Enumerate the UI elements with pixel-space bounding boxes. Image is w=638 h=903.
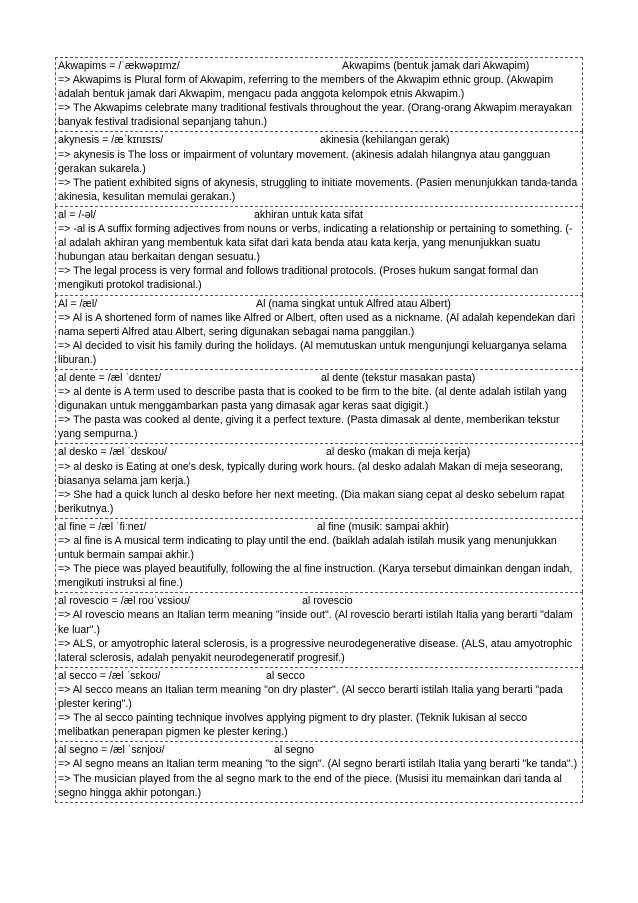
entry-pronunciation: akynesis = /æˈkɪnɪsɪs/	[58, 134, 164, 147]
entry-example: => The al secco painting technique involves applying pigment to dry plaster. (Teknik lukisan al secco melibatkan penerapan pigmen ke plester kering.)	[58, 712, 528, 739]
entry-definition: => Akwapims is Plural form of Akwapim, referring to the members of the Akwapim ethnic group. (Akwapim adalah bentuk jamak dari Akwapim, mengacu pada anggota kelompok etnis Akwapim.)	[58, 74, 554, 101]
entry-pronunciation: Al = /æl/	[58, 297, 98, 310]
entry-definition: => Al is A shortened form of names like Alfred or Albert, often used as a nickname. (Al adalah kependekan dari nama seperti Alfred atau Albert, sering digunakan sebagai nama panggilan.)	[58, 311, 576, 338]
entry-translation: al rovescio	[302, 595, 353, 608]
dictionary-entry	[55, 57, 583, 131]
entry-definition: => Al segno means an Italian term meaning "to the sign". (Al segno berarti istilah Italia yang berarti "ke tanda".)	[58, 758, 578, 771]
entry-example: => The Akwapims celebrate many traditional festivals throughout the year. (Orang-orang Akwapim merayakan banyak festival tradisional sepanjang tahun.)	[58, 102, 572, 129]
dictionary-entry	[55, 206, 583, 295]
entry-pronunciation: Akwapims = /ˈækwəpɪmz/	[58, 60, 180, 72]
entry-translation: al dente (tekstur masakan pasta)	[321, 371, 476, 384]
dictionary-page	[55, 57, 583, 803]
entry-example: => Al decided to visit his family during the holidays. (Al memutuskan untuk mengunjungi keluarganya selama liburan.)	[58, 339, 567, 366]
entry-definition: => Al rovescio means an Italian term meaning "inside out". (Al rovescio berarti istilah Italia yang berarti "dalam ke luar".)	[58, 609, 573, 636]
entry-head	[58, 59, 580, 73]
entry-translation: al fine (musik: sampai akhir)	[317, 520, 449, 533]
entry-translation: akinesia (kehilangan gerak)	[320, 134, 450, 147]
entry-head	[58, 594, 580, 608]
entry-translation: Akwapims (bentuk jamak dari Akwapim)	[342, 60, 530, 72]
entry-definition: => al desko is Eating at one's desk, typically during work hours. (al desko adalah Makan di meja seseorang, biasanya selama jam kerja.)	[58, 460, 563, 487]
entry-head	[58, 371, 580, 385]
entry-pronunciation: al rovescio = /æl roʊˈvɛsioʊ/	[58, 595, 190, 608]
entry-example: => ALS, or amyotrophic lateral sclerosis, is a progressive neurodegenerative disease. (ALS, atau amyotrophic lateral sclerosis, adalah penyakit neurodegeneratif progresif.)	[58, 637, 573, 664]
entry-example: => The piece was played beautifully, following the al fine instruction. (Karya tersebut dimainkan dengan indah, mengikuti instruksi al fine.)	[58, 563, 573, 590]
dictionary-entry	[55, 369, 583, 443]
entry-head	[58, 520, 580, 534]
entry-head	[58, 133, 580, 147]
dictionary-entry	[55, 741, 583, 802]
entry-definition: => Al secco means an Italian term meaning "on dry plaster". (Al secco berarti istilah Italia yang berarti "pada plester kering".)	[58, 683, 563, 711]
entry-pronunciation: al desko = /æl ˈdɛskoʊ/	[58, 446, 167, 459]
entry-head	[58, 669, 580, 683]
entry-pronunciation: al fine = /æl ˈfiːneɪ/	[58, 520, 147, 533]
entry-head	[58, 445, 580, 459]
entry-example: => The legal process is very formal and follows traditional protocols. (Proses hukum sangat formal dan mengikuti protokol tradisional.)	[58, 265, 539, 292]
entry-translation: al secco	[266, 669, 305, 682]
entry-pronunciation: al segno = /æl ˈsɛnjoʊ/	[58, 744, 165, 757]
entry-definition: => akynesis is The loss or impairment of voluntary movement. (akinesis adalah hilangnya atau gangguan gerakan sukarela.)	[58, 148, 551, 175]
entry-definition: => -al is A suffix forming adjectives from nouns or verbs, indicating a relationship or pertaining to something. (-al adalah akhiran yang membentuk kata sifat dari kata benda atau kata kerja, yang menunjukkan suatu hubungan atau berkaitan dengan sesuatu.)	[58, 223, 573, 264]
entry-pronunciation: al = /-əl/	[58, 208, 96, 221]
entry-head	[58, 297, 580, 311]
entry-pronunciation: al secco = /æl ˈsɛkoʊ/	[58, 669, 161, 682]
entry-translation: al segno	[274, 744, 315, 757]
entry-translation: al desko (makan di meja kerja)	[326, 446, 471, 459]
entry-definition: => al fine is A musical term indicating to play until the end. (baiklah adalah istilah musik yang menunjukkan untuk bermain sampai akhir.)	[58, 535, 557, 562]
dictionary-entry	[55, 131, 583, 205]
dictionary-entry	[55, 518, 583, 592]
dictionary-entry	[55, 592, 583, 666]
dictionary-entry	[55, 443, 583, 517]
entry-example: => The musician played from the al segno mark to the end of the piece. (Musisi itu memainkan dari tanda al segno hingga akhir potongan.)	[58, 772, 562, 799]
dictionary-entry	[55, 667, 583, 741]
entry-example: => The pasta was cooked al dente, giving it a perfect texture. (Pasta dimasak al dente, memberikan tekstur yang sempurna.)	[58, 414, 560, 441]
entry-definition: => al dente is A term used to describe pasta that is cooked to be firm to the bite. (al dente adalah istilah yang digunakan untuk menggambarkan pasta yang dimasak agar keras saat digigit.)	[58, 386, 567, 413]
entry-head	[58, 208, 580, 222]
entry-example: => She had a quick lunch al desko before her next meeting. (Dia makan siang cepat al desko sebelum rapat berikutnya.)	[58, 488, 565, 515]
entry-translation: akhiran untuk kata sifat	[254, 208, 363, 221]
entry-pronunciation: al dente = /æl ˈdɛnteɪ/	[58, 371, 162, 384]
entry-head	[58, 743, 580, 757]
dictionary-entry	[55, 295, 583, 369]
entry-translation: Al (nama singkat untuk Alfred atau Albert)	[256, 297, 451, 310]
entry-example: => The patient exhibited signs of akynesis, struggling to initiate movements. (Pasien menunjukkan tanda-tanda akinesia, kesulitan memulai gerakan.)	[58, 176, 578, 203]
